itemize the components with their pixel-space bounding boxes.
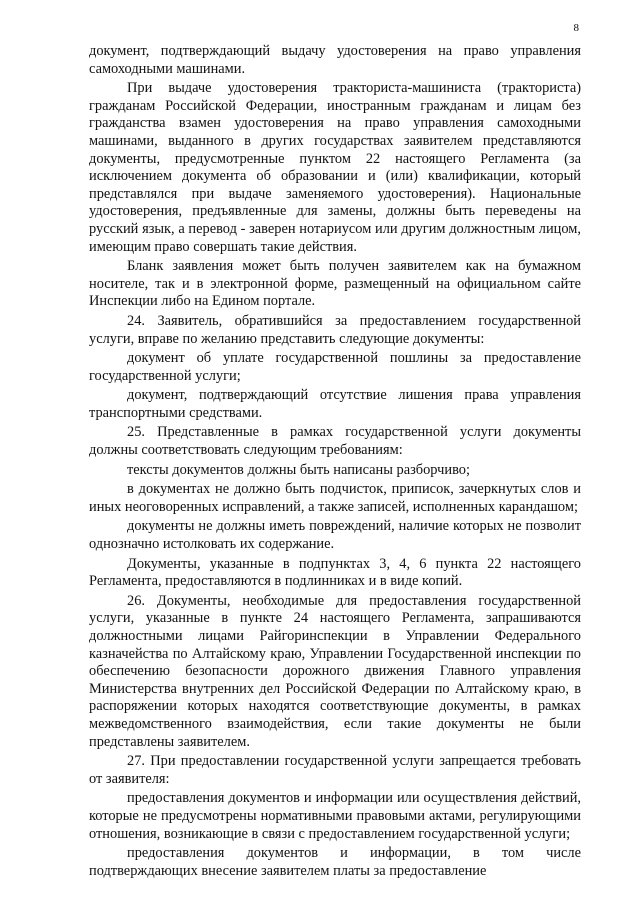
page-number: 8 (573, 22, 579, 34)
paragraph: 26. Документы, необходимые для предоставления государственной услуги, указанные в пункте 24 настоящего Регламента, запрашиваются должностными лицами Райгоринспекции в Управлении Федерального казначейства по Алтайскому краю, Управлении Государственной инспекции по обеспечению безопасности дорожного движения Главного управления Министерства внутренних дел Российской Федерации по Алтайскому краю, в распоряжении которых находятся соответствующие документы, в рамках межведомственного взаимодействия, если такие документы не были представлены заявителем. (89, 592, 581, 750)
paragraph: документ, подтверждающий выдачу удостоверения на право управления самоходными машинами. (89, 43, 581, 77)
document-body (89, 43, 581, 882)
paragraph: в документах не должно быть подчисток, приписок, зачеркнутых слов и иных неоговоренных исправлений, а также записей, исполненных карандашом; (89, 481, 581, 515)
paragraph: предоставления документов и информации или осуществления действий, которые не предусмотрены нормативными правовыми актами, регулирующими отношения, возникающие в связи с предоставлением государственной услуги; (89, 790, 581, 842)
paragraph: документ об уплате государственной пошлины за предоставление государственной услуги; (89, 350, 581, 384)
paragraph: 24. Заявитель, обратившийся за предоставлением государственной услуги, вправе по желанию представить следующие документы: (89, 312, 581, 347)
paragraph: Бланк заявления может быть получен заявителем как на бумажном носителе, так и в электронной форме, размещенный на официальном сайте Инспекции либо на Едином портале. (89, 258, 581, 310)
paragraph: документы не должны иметь повреждений, наличие которых не позволит однозначно истолковать их содержание. (89, 518, 581, 553)
paragraph: предоставления документов и информации, в том числе подтверждающих внесение заявителем платы за предоставление (89, 845, 581, 879)
paragraph: документ, подтверждающий отсутствие лишения права управления транспортными средствами. (89, 387, 581, 421)
paragraph: 25. Представленные в рамках государственной услуги документы должны соответствовать следующим требованиям: (89, 424, 581, 459)
paragraph: При выдаче удостоверения тракториста-машиниста (тракториста) гражданам Российской Федерации, иностранным гражданам и лицам без гражданства взамен удостоверения на право управления самоходными машинами, выданного в других государствах заявителем представляются документы, предусмотренные пунктом 22 настоящего Регламента (за исключением документа об образовании и (или) квалификации, который представлялся при выдаче заменяемого удостоверения). Национальные удостоверения, предъявленные для замены, должны быть переведены на русский язык, а перевод - заверен нотариусом или другим должностным лицом, имеющим право совершать такие действия. (89, 80, 581, 255)
paragraph: 27. При предоставлении государственной услуги запрещается требовать от заявителя: (89, 753, 581, 787)
paragraph: тексты документов должны быть написаны разборчиво; (127, 461, 470, 478)
paragraph: Документы, указанные в подпунктах 3, 4, 6 пункта 22 настоящего Регламента, предоставляются в подлинниках и в виде копий. (89, 555, 581, 590)
